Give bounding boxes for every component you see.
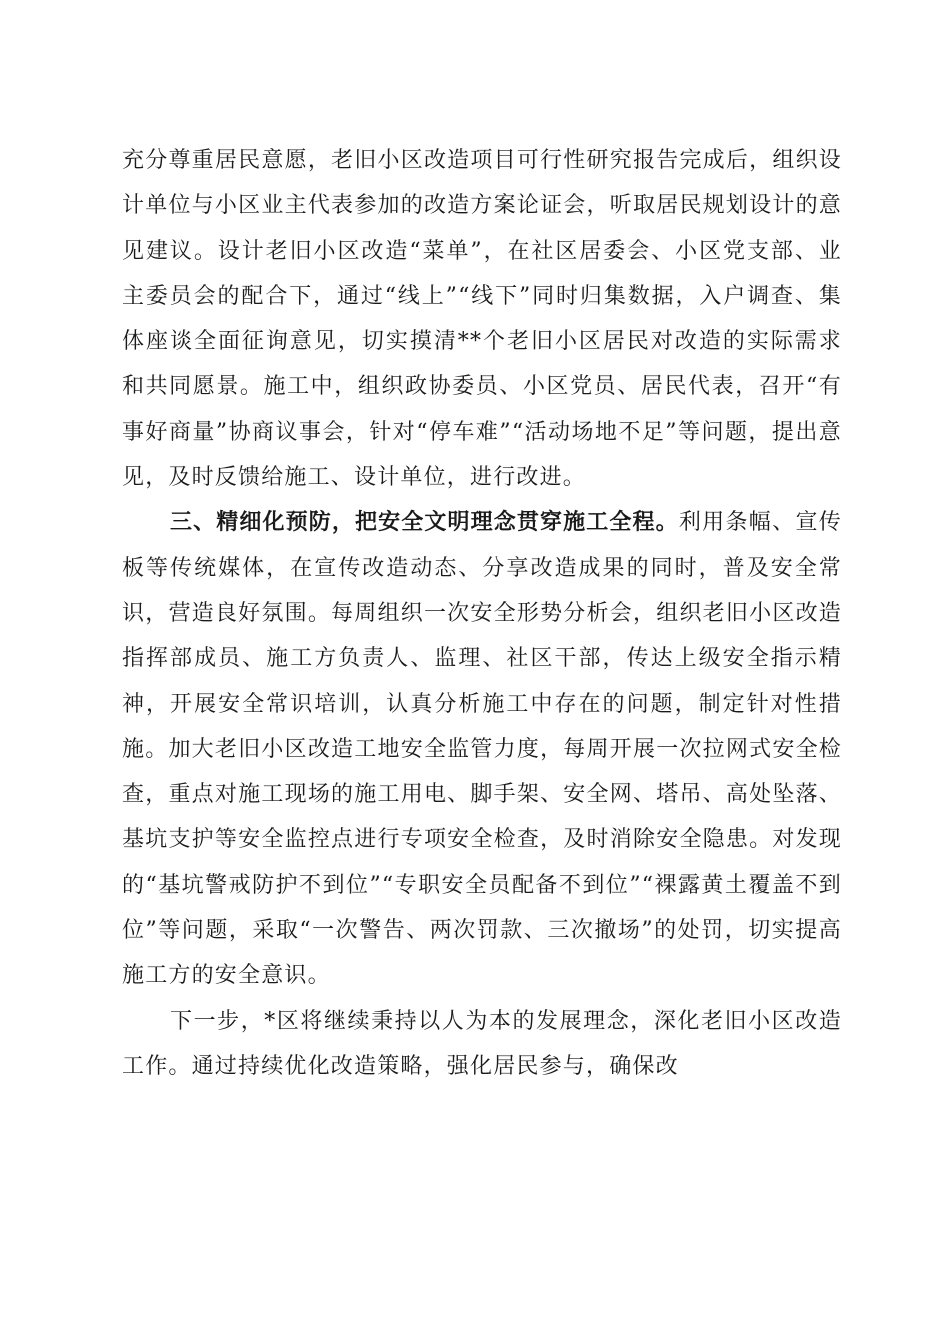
paragraph-safety-prevention <box>122 500 842 998</box>
paragraph-text: 利用条幅、宣传板等传统媒体，在宣传改造动态、分享改造成果的同时，普及安全常识，营造良好氛围。每周组织一次安全形势分析会，组织老旧小区改造指挥部成员、施工方负责人、监理、社区干部，传达上级安全指示精神，开展安全常识培训，认真分析施工中存在的问题，制定针对性措施。加大老旧小区改造工地安全监管力度，每周开展一次拉网式安全检查，重点对施工现场的施工用电、脚手架、安全网、塔吊、高处坠落、基坑支护等安全监控点进行专项安全检查，及时消除安全隐患。对发现的“基坑警戒防护不到位”“专职安全员配备不到位”“裸露黄土覆盖不到位”等问题，采取“一次警告、两次罚款、三次撤场”的处罚，切实提高施工方的安全意识。 <box>122 510 842 989</box>
paragraph-text: 下一步，*区将继续秉持以人为本的发展理念，深化老旧小区改造工作。通过持续优化改造策略，强化居民参与，确保改 <box>122 1008 842 1079</box>
section-heading: 三、精细化预防，把安全文明理念贯穿施工全程。 <box>170 510 679 536</box>
paragraph-resident-participation <box>122 138 842 500</box>
document-body <box>122 138 842 1089</box>
paragraph-text: 充分尊重居民意愿，老旧小区改造项目可行性研究报告完成后，组织设计单位与小区业主代表参加的改造方案论证会，听取居民规划设计的意见建议。设计老旧小区改造“菜单”，在社区居委会、小区党支部、业主委员会的配合下，通过“线上”“线下”同时归集数据，入户调查、集体座谈全面征询意见，切实摸清**个老旧小区居民对改造的实际需求和共同愿景。施工中，组织政协委员、小区党员、居民代表，召开“有事好商量”协商议事会，针对“停车难”“活动场地不足”等问题，提出意见，及时反馈给施工、设计单位，进行改进。 <box>122 148 842 491</box>
paragraph-next-steps <box>122 999 842 1090</box>
